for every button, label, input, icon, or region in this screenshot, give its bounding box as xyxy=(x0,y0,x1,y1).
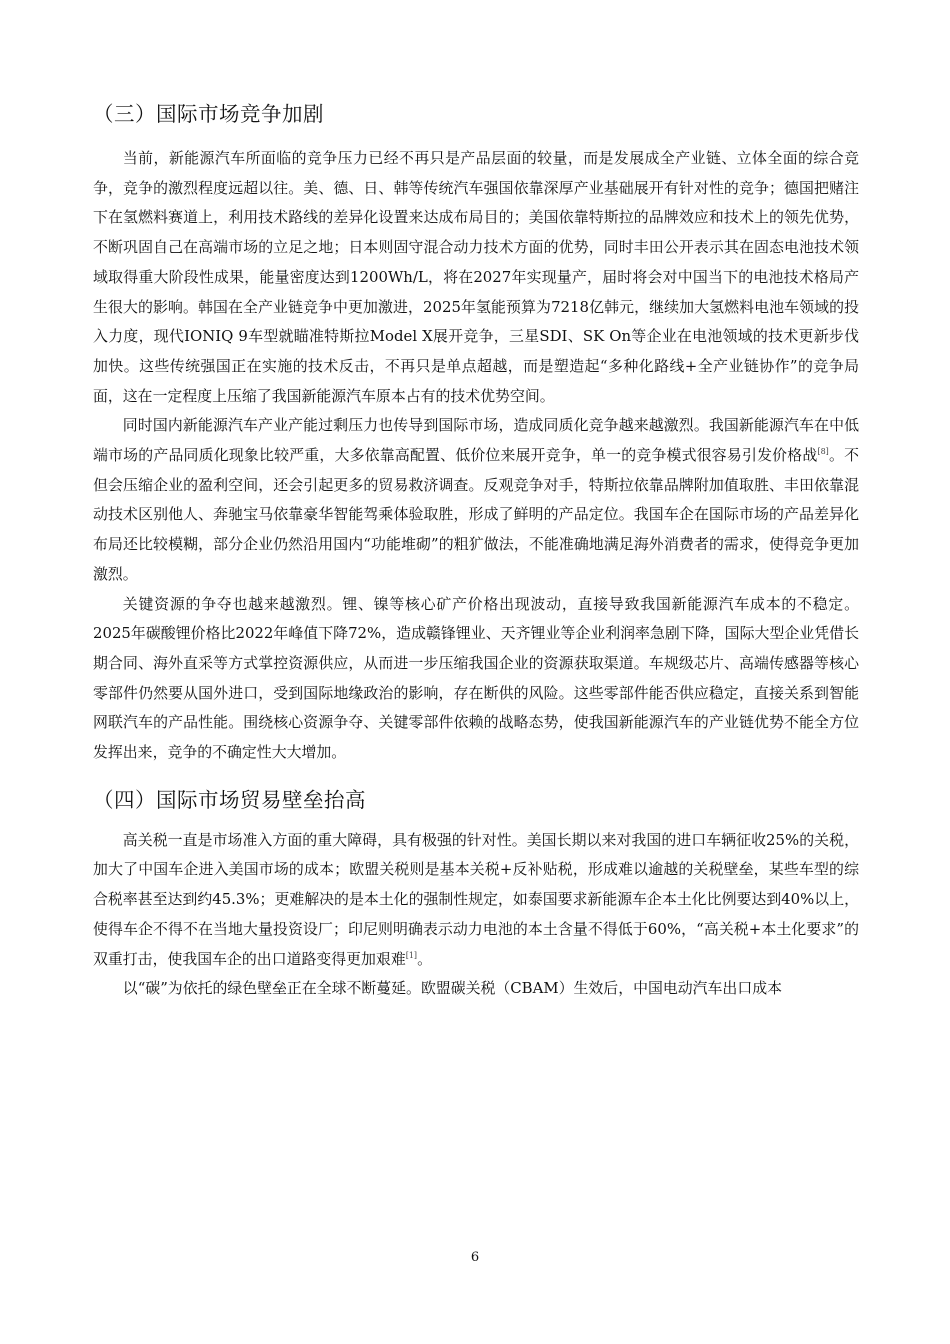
page-content xyxy=(93,96,859,1004)
paragraph-text: 高关税一直是市场准入方面的重大障碍，具有极强的针对性。美国长期以来对我国的进口车辆征收25%的关税，加大了中国车企进入美国市场的成本；欧盟关税则是基本关税+反补贴税，形成难以逾越的关税壁垒，某些车型的综合税率甚至达到约45.3%；更难解决的是本土化的强制性规定，如泰国要求新能源车企本土化比例要达到40%以上，使得车企不得不在当地大量投资设厂；印尼则明确表示动力电池的本土含量不得低于60%，“高关税+本土化要求”的双重打击，使我国车企的出口道路变得更加艰难 xyxy=(93,830,859,968)
paragraph-text: 同时国内新能源汽车产业产能过剩压力也传导到国际市场，造成同质化竞争越来越激烈。我国新能源汽车在中低端市场的产品同质化现象比较严重，大多依靠高配置、低价位来展开竞争，单一的竞争模式很容易引发价格战 xyxy=(93,416,859,465)
page-number: 6 xyxy=(470,1250,480,1265)
paragraph-text: 。不但会压缩企业的盈利空间，还会引起更多的贸易救济调查。反观竞争对手，特斯拉依靠品牌附加值取胜、丰田依靠混动技术区别他人、奔驰宝马依靠豪华智能驾乘体验取胜，形成了鲜明的产品定位。我国车企在国际市场的产品差异化布局还比较模糊，部分企业仍然沿用国内“功能堆砌”的粗犷做法，不能准确地满足海外消费者的需求，使得竞争更加激烈。 xyxy=(93,446,859,583)
section-3-paragraph-1: 当前，新能源汽车所面临的竞争压力已经不再只是产品层面的较量，而是发展成全产业链、立体全面的综合竞争，竞争的激烈程度远超以往。美、德、日、韩等传统汽车强国依靠深厚产业基础展开有针对性的竞争；德国把赌注下在氢燃料赛道上，利用技术路线的差异化设置来达成布局目的；美国依靠特斯拉的品牌效应和技术上的领先优势，不断巩固自己在高端市场的立足之地；日本则固守混合动力技术方面的优势，同时丰田公开表示其在固态电池技术领域取得重大阶段性成果，能量密度达到1200Wh/L，将在2027年实现量产，届时将会对中国当下的电池技术格局产生很大的影响。韩国在全产业链竞争中更加激进，2025年氢能预算为7218亿韩元，继续加大氢燃料电池车领域的投入力度，现代IONIQ 9车型就瞄准特斯拉Model X展开竞争，三星SDI、SK On等企业在电池领域的技术更新步伐加快。这些传统强国正在实施的技术反击，不再只是单点超越，而是塑造起“多种化路线+全产业链协作”的竞争局面，这在一定程度上压缩了我国新能源汽车原本占有的技术优势空间。 xyxy=(93,149,859,405)
section-4-paragraph-2: 以“碳”为依托的绿色壁垒正在全球不断蔓延。欧盟碳关税（CBAM）生效后，中国电动汽车出口成本 xyxy=(122,979,782,998)
citation-ref-1[interactable]: [1] xyxy=(405,950,418,960)
section-3-paragraph-2 xyxy=(93,411,859,589)
section-4-heading: （四）国际市场贸易壁垒抬高 xyxy=(93,787,366,812)
section-3-paragraph-3: 关键资源的争夺也越来越激烈。锂、镍等核心矿产价格出现波动，直接导致我国新能源汽车成本的不稳定。2025年碳酸锂价格比2022年峰值下降72%，造成赣锋锂业、天齐锂业等企业利润率急剧下降，国际大型企业凭借长期合同、海外直采等方式掌控资源供应，从而进一步压缩我国企业的资源获取渠道。车规级芯片、高端传感器等核心零部件仍然要从国外进口，受到国际地缘政治的影响，存在断供的风险。这些零部件能否供应稳定，直接关系到智能网联汽车的产品性能。围绕核心资源争夺、关键零部件依赖的战略态势，使我国新能源汽车的产业链优势不能全方位发挥出来，竞争的不确定性大大增加。 xyxy=(93,594,859,762)
section-3-heading: （三）国际市场竞争加剧 xyxy=(93,102,324,126)
section-4-paragraph-1 xyxy=(93,826,859,975)
paragraph-text: 。 xyxy=(417,949,432,968)
citation-ref-8[interactable]: [8] xyxy=(817,447,829,457)
